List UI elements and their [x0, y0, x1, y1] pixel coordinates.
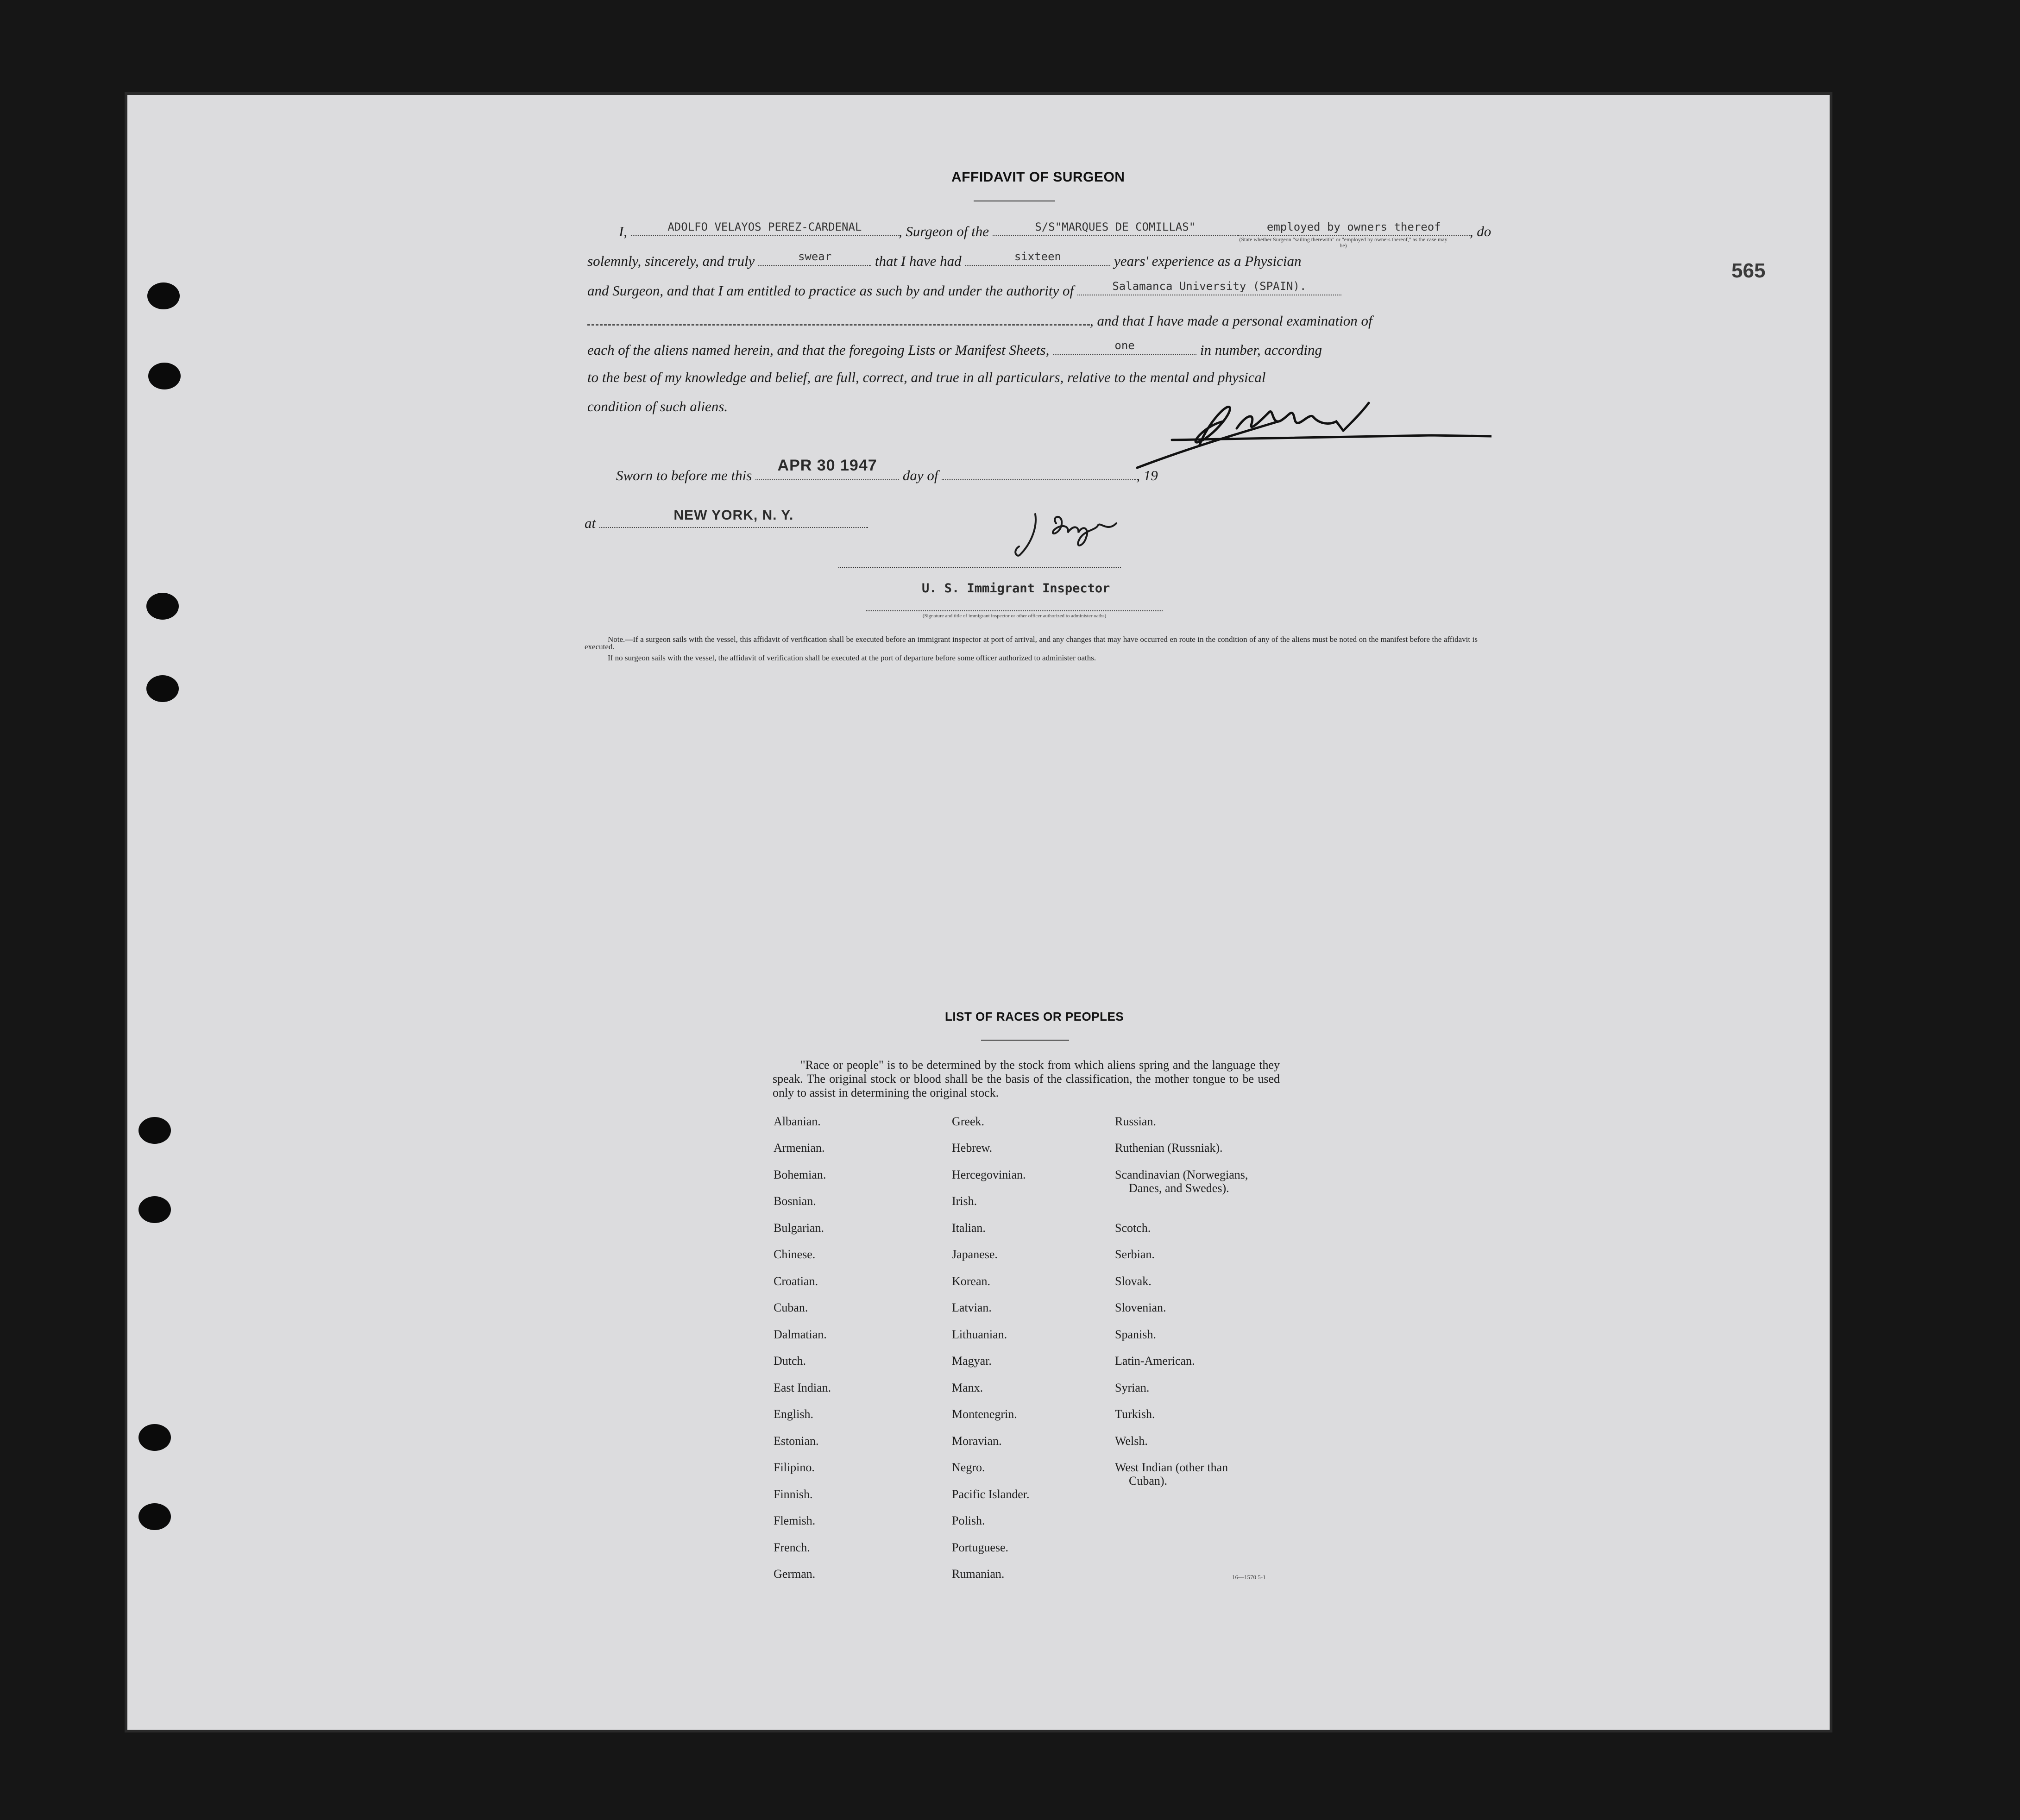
race-item: Slovak.: [1115, 1274, 1152, 1288]
race-item: Magyar.: [952, 1354, 992, 1368]
label-solemnly: solemnly, sincerely, and truly: [587, 253, 755, 269]
race-item: Japanese.: [952, 1248, 998, 1261]
race-item: Latvian.: [952, 1301, 992, 1314]
race-item: Croatian.: [774, 1274, 818, 1288]
place-stamp: NEW YORK, N. Y.: [673, 508, 794, 523]
years-field: [965, 251, 1110, 266]
affidavit-line-5: [587, 340, 1322, 358]
employment-instruction: (State whether Surgeon "sailing therewith" or "employed by owners thereof," as the case may be): [1239, 236, 1447, 249]
race-item: Finnish.: [774, 1487, 813, 1501]
race-item: Ruthenian (Russniak).: [1115, 1141, 1223, 1155]
title-signature-line: [866, 610, 1163, 611]
place-line: [585, 508, 868, 532]
years-value: sixteen: [1014, 250, 1061, 263]
race-item: Greek.: [952, 1115, 985, 1128]
punch-hole: [138, 1196, 171, 1223]
race-item: Pacific Islander.: [952, 1487, 1030, 1501]
inspector-signature: [1010, 505, 1139, 560]
race-item: Negro.: [952, 1461, 985, 1474]
date-field: [755, 457, 899, 480]
label-do: , do: [1469, 223, 1491, 239]
race-item: Bohemian.: [774, 1168, 826, 1181]
label-i: I,: [619, 223, 628, 239]
sheet-count: one: [1114, 339, 1135, 352]
affidavit-title: AFFIDAVIT OF SURGEON: [951, 169, 1125, 185]
note-paragraph-2: If no surgeon sails with the vessel, the affidavit of verification shall be executed at the port of departure before some officer authorized to administer oaths.: [608, 653, 1096, 662]
race-item: Estonian.: [774, 1434, 819, 1448]
punch-hole: [147, 282, 180, 309]
employment-field: [1238, 221, 1470, 236]
race-item-continuation: Danes, and Swedes).: [1129, 1181, 1229, 1195]
signature-caption: (Signature and title of immigrant inspector or other officer authorized to administer oaths): [922, 613, 1107, 619]
race-item: German.: [774, 1567, 816, 1581]
label-year: , 19: [1136, 467, 1158, 483]
race-item: Hercegovinian.: [952, 1168, 1026, 1181]
race-item: French.: [774, 1541, 810, 1554]
race-item: Turkish.: [1115, 1407, 1155, 1421]
punch-hole: [138, 1117, 171, 1144]
surgeon-name: ADOLFO VELAYOS PEREZ-CARDENAL: [667, 220, 862, 233]
race-item: Filipino.: [774, 1461, 815, 1474]
race-item: Irish.: [952, 1194, 977, 1208]
punch-hole: [148, 363, 181, 389]
race-item: Chinese.: [774, 1248, 816, 1261]
note-paragraph-1: Note.—If a surgeon sails with the vessel, this affidavit of verification shall be executed before an immigrant inspector at port of arrival, and any changes that may have occurred en route in the condition of any of the aliens must be noted on the manifest before the affidavit is executed.: [585, 635, 1478, 651]
race-item: Spanish.: [1115, 1328, 1156, 1341]
race-item: Armenian.: [774, 1141, 825, 1155]
race-item: East Indian.: [774, 1381, 831, 1394]
label-authority: and Surgeon, and that I am entitled to practice as such by and under the authority of: [587, 282, 1074, 299]
race-item: Albanian.: [774, 1115, 821, 1128]
label-examination: , and that I have made a personal examination of: [1090, 313, 1372, 329]
punch-hole: [138, 1424, 171, 1451]
race-item: Portuguese.: [952, 1541, 1009, 1554]
oath-field: [758, 251, 871, 266]
race-item: Korean.: [952, 1274, 991, 1288]
race-item: English.: [774, 1407, 813, 1421]
label-in-number: in number, according: [1200, 342, 1322, 358]
month-field: [942, 465, 1136, 480]
race-item: Manx.: [952, 1381, 983, 1394]
race-item: Moravian.: [952, 1434, 1002, 1448]
date-stamp: APR 30 1947: [777, 457, 877, 474]
race-item: Bulgarian.: [774, 1221, 824, 1235]
label-have-had: that I have had: [875, 253, 962, 269]
race-item: Hebrew.: [952, 1141, 993, 1155]
affidavit-line-4: [587, 310, 1372, 329]
label-years-experience: years' experience as a Physician: [1114, 253, 1302, 269]
label-surgeon-of: , Surgeon of the: [898, 223, 989, 239]
surgeon-signature: [1130, 394, 1491, 472]
race-item: Slovenian.: [1115, 1301, 1166, 1314]
race-item: Latin-American.: [1115, 1354, 1195, 1368]
vessel-name: S/S"MARQUES DE COMILLAS": [1035, 220, 1196, 233]
label-day-of: day of: [902, 467, 938, 483]
races-intro: "Race or people" is to be determined by the stock from which aliens spring and the language they speak. The original stock or blood shall be the basis of the classification, the mother tongue to be used only to assist in determining the original stock.: [773, 1058, 1280, 1099]
race-item: Scandinavian (Norwegians,: [1115, 1168, 1248, 1181]
sheet-count-field: [1053, 340, 1196, 355]
race-item: Syrian.: [1115, 1381, 1150, 1394]
race-item: Welsh.: [1115, 1434, 1148, 1448]
affidavit-line-2: [587, 251, 1301, 270]
races-title-underline: [981, 1040, 1069, 1041]
race-item: Cuban.: [774, 1301, 808, 1314]
punch-hole: [138, 1503, 171, 1530]
race-item: Bosnian.: [774, 1194, 816, 1208]
inspector-title: U. S. Immigrant Inspector: [922, 581, 1110, 596]
punch-hole: [146, 675, 179, 702]
affidavit-line-3: [587, 281, 1341, 299]
label-sworn-before: Sworn to before me this: [616, 467, 752, 483]
affidavit-line-6: to the best of my knowledge and belief, are full, correct, and true in all particulars, relative to the mental and physical: [587, 369, 1266, 385]
inspector-signature-line: [838, 567, 1121, 568]
race-item: Dutch.: [774, 1354, 806, 1368]
label-aliens: each of the aliens named herein, and that the foregoing Lists or Manifest Sheets,: [587, 342, 1050, 358]
race-item: Italian.: [952, 1221, 986, 1235]
employment-status: employed by owners thereof: [1266, 220, 1441, 233]
authority-continuation-field: [587, 310, 1090, 326]
race-item: Polish.: [952, 1514, 985, 1527]
place-field: [599, 508, 868, 528]
punch-hole: [146, 593, 179, 620]
race-item: Lithuanian.: [952, 1328, 1007, 1341]
affidavit-line-7: condition of such aliens.: [587, 398, 728, 414]
race-item: Serbian.: [1115, 1248, 1155, 1261]
race-item: West Indian (other than: [1115, 1461, 1228, 1474]
surgeon-name-field: [631, 221, 899, 236]
vessel-field: [993, 221, 1238, 236]
race-item: Rumanian.: [952, 1567, 1005, 1581]
races-title: LIST OF RACES OR PEOPLES: [945, 1010, 1124, 1023]
race-item: Flemish.: [774, 1514, 816, 1527]
race-item: Scotch.: [1115, 1221, 1151, 1235]
authority-field: [1077, 281, 1341, 295]
sworn-line: [616, 457, 1158, 484]
race-item: Russian.: [1115, 1115, 1156, 1128]
label-at: at: [585, 515, 596, 531]
race-item: Dalmatian.: [774, 1328, 827, 1341]
race-item: Montenegrin.: [952, 1407, 1017, 1421]
form-number: 16—1570 5-1: [1232, 1574, 1266, 1581]
sheet-number: 565: [1731, 259, 1766, 282]
authority-value: Salamanca University (SPAIN).: [1112, 280, 1307, 293]
oath-type: swear: [798, 250, 832, 263]
race-item-continuation: Cuban).: [1129, 1474, 1168, 1487]
